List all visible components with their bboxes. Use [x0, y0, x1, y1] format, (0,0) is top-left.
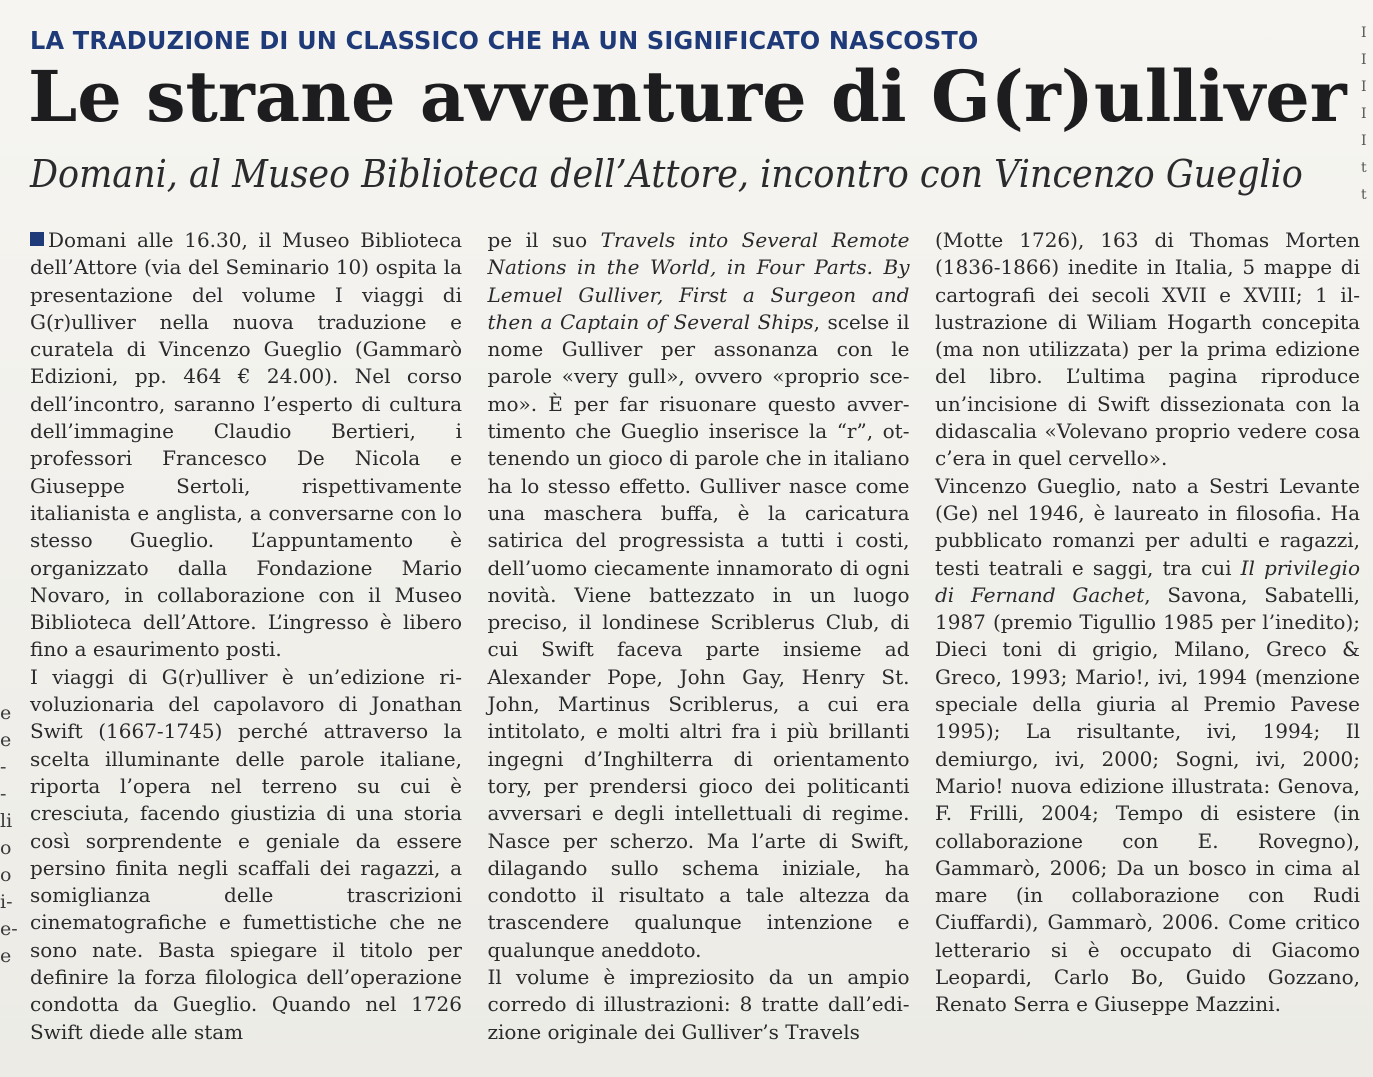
article-subtitle: Domani, al Museo Biblioteca dell’Attore, incontro con Vincenzo Gueglio [30, 152, 1303, 196]
paragraph: Il volume è impreziosito da un ampio corredo di illustrazioni: 8 tratte dall’edizione originale dei Gulliver’s Travels [487, 965, 910, 1044]
bullet-square-icon [30, 232, 44, 246]
paragraph: I viaggi di G(r)ulliver è un’edizione rivoluzionaria del capolavoro di Jonathan Swift (1667-1745) perché attraverso la scelta illuminante delle parole italiane, riporta l’opera nel terreno su cui è cresciuta, facendo giustizia di una storia così sorprendente e geniale da essere persino finita negli scaffali dei ragazzi, a somiglianza delle trascrizioni cinematografiche e fumettistiche che ne sono nate. Basta spiegare il titolo per definire la forza filologica dell’operazione condotta da Gueglio. Quando nel 1726 Swift diede alle stam [30, 664, 462, 1044]
margin-fragment: i- [0, 891, 13, 913]
margin-fragment: li [0, 810, 13, 832]
paragraph-text: , scelse il nome Gulliver per assonanza con le parole «very gull», ovvero «proprio scemo». È per far risuonare questo avvertimento che Gueglio inserisce la “r”, ottenendo un gioco di parole che in italiano ha lo stesso effetto. Gulliver nasce come una maschera buffa, è la caricatura satirica del progressista a tutti i costi, dell’uomo ciecamente innamorato di ogni novità. Viene battezzato in un luogo preciso, il londinese Scriblerus Club, di cui Swift faceva parte insieme ad Alexander Pope, John Gay, Henry St. John, Martinus Scriblerus, a cui era intitolato, e molti altri fra i più brillanti ingegni d’Inghilterra di orientamento tory, per prendersi gioco dei politicanti avversari e degli intellettuali di regime. Nasce per scherzo. Ma l’arte di Swift, dilagando sullo schema iniziale, ha condotto il risultato a tale altezza da trascendere qualunque intenzione e qualunque aneddoto. [487, 309, 910, 962]
margin-fragment: I [1361, 106, 1367, 122]
paragraph [488, 227, 910, 964]
margin-fragment: e [0, 702, 12, 724]
paragraph-text: Domani alle 16.30, il Museo Biblioteca dell’Attore (via del Seminario 10) ospita la presentazione del volume I viaggi di G(r)ulliver nella nuova traduzione e curatela di Vincenzo Gueglio (Gammarò Edizioni, pp. 464 € 24.00). Nel corso dell’incontro, saranno l’esperto di cultura dell’immagine Claudio Bertieri, i professori Francesco De Nicola e Giuseppe Sertoli, rispettivamente italianista e anglista, a conversarne con lo stesso Gueglio. L’appuntamento è organizzato dalla Fondazione Mario Novaro, in collaborazione con il Museo Biblioteca dell’Attore. L’ingresso è libero fino a esaurimento posti. [30, 228, 462, 662]
paragraph-text: Vincenzo Gueglio, nato a Sestri Levante (Ge) nel 1946, è laureato in filosofia. Ha pubblicato romanzi per adulti e ragazzi, testi teatrali e saggi, tra cui [935, 473, 1360, 580]
margin-fragment: - [0, 783, 7, 805]
left-margin-fragments [0, 700, 18, 970]
paragraph: (Motte 1726), 163 di Thomas Morten (1836-1866) inedite in Italia, 5 mappe di cartografi dei secoli XVII e XVIII; 1 illustrazione di Wiliam Hogarth concepita (ma non utilizzata) per la prima edizione del libro. L’ultima pagina riproduce un’incisione di Swift dissezionata con la didascalia «Volevano proprio vedere cosa c’era in quel cervello». [935, 228, 1360, 471]
margin-fragment: I [1361, 52, 1367, 68]
margin-fragment: e [0, 729, 12, 751]
margin-fragment: I [1361, 133, 1367, 149]
paragraph-text: pe il suo [487, 228, 601, 252]
column-3 [935, 227, 1360, 1057]
paragraph [30, 227, 462, 664]
column-2 [488, 227, 910, 1057]
margin-fragment: t [1361, 187, 1367, 203]
margin-fragment: I [1361, 25, 1367, 41]
margin-fragment: t [1361, 160, 1367, 176]
margin-fragment: - [0, 756, 7, 778]
article-headline: Le strane avventure di G(r)ulliver [28, 55, 1347, 138]
column-1 [30, 227, 462, 1057]
margin-fragment: e [0, 945, 12, 967]
margin-fragment: o [0, 864, 12, 886]
book-title: Il privilegio di Fernand Gachet [935, 555, 1360, 607]
margin-fragment: I [1361, 79, 1367, 95]
paragraph [935, 473, 1360, 1019]
right-margin-fragments [1361, 20, 1371, 209]
article-kicker: LA TRADUZIONE DI UN CLASSICO CHE HA UN SIGNIFICATO NASCOSTO [30, 26, 979, 55]
book-title: Travels into Several Remote Nations in the World, in Four Parts. By Lemuel Gulliver, First a Surgeon and then a Captain of Several Ships [487, 228, 910, 334]
paragraph-text: , Savona, Sabatelli, 1987 (premio Tigullio 1985 per l’inedito); Dieci toni di grigio, Milano, Greco & Greco, 1993; Mario!, ivi, 1994 (menzione speciale della giuria al Premio Pavese 1995); La risultante, ivi, 1994; Il demiurgo, ivi, 2000; Sogni, ivi, 2000; Mario! nuova edizione illustrata: Genova, F. Frilli, 2004; Tempo di esistere (in collaborazione con E. Rovegno), Gammarò, 2006; Da un bosco in cima al mare (in collaborazione con Rudi Ciuffardi), Gammarò, 2006. Come critico letterario si è occupato di Giacomo Leopardi, Carlo Bo, Guido Gozzano, Renato Serra e Giuseppe Mazzini. [935, 582, 1360, 1017]
article-body [30, 227, 1360, 1057]
margin-fragment: e- [0, 918, 18, 940]
margin-fragment: o [0, 837, 12, 859]
